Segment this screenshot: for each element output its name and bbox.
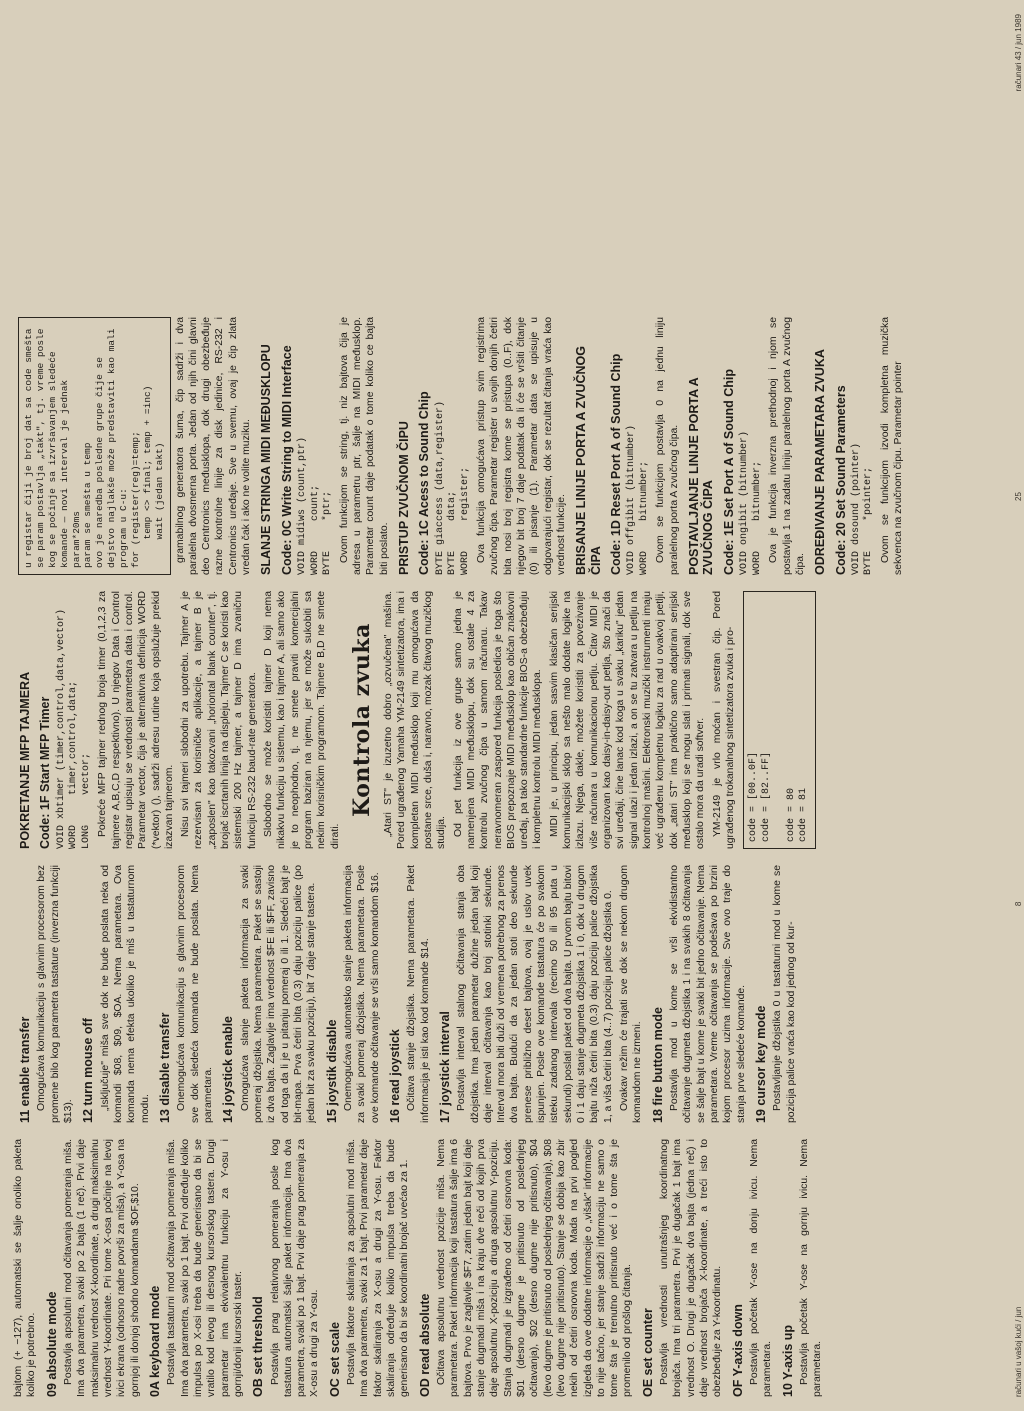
heading-0b: OB set threshold (251, 1296, 266, 1397)
section-title: Kontrola zvuka (348, 623, 375, 817)
heading-12: 12 turn mouse off (81, 1018, 96, 1123)
footer-left: računari u vašoj kući / jun (1014, 1306, 1023, 1397)
footer-page-left: 8 (1014, 901, 1023, 907)
text-17-b: Ovakav režim će trajati sve dok se nekom drugom komandom ne izmeni. (618, 865, 644, 1123)
column-3 (12, 591, 1014, 849)
code-title-set: Code: 1E Set Port A of Sound Chip (721, 368, 736, 575)
text-12: „Isključuje" miša sve dok ne bude poslata neka od komandi $08, $09, $OA. Nema parametara. Ova komanda nema efekta ukoliko je miš u tastaturnom modu. (99, 865, 151, 1123)
heading-17: 17 joystick interval (437, 1011, 452, 1123)
heading-0e: OE set counter (640, 1308, 655, 1397)
heading-10: 10 Y-axis up (780, 1324, 795, 1397)
text-09: Postavlja apsolutni mod očitavanja pomeranja miša. Ima dva parametra, svaki po 2 bajta (1 reč). Prvi daje maksimalnu vrednost X-koordinate, a drugi maksimalnu vrednost Y-koordinate. Pri tome X-osa počinje na levoj ivici ekrana (odnosno radne površi za miša), a Y-osa na gornjoj ili donjoj shodno komandama $OF,$10. (63, 1139, 141, 1397)
text-reset: Ovom se funkcijom postavlja 0 na jednu liniju paralelnog porta A zvučnog čipa. (655, 317, 680, 575)
heading-chip: PRISTUP ZVUČNOM ČIPU (396, 421, 411, 575)
heading-11: 11 enable transfer (18, 1016, 32, 1123)
footer-right: računari 43 / jun 1989 (1014, 14, 1023, 92)
text-midi: Ovom funkcijom se string, tj. niz bajtova čija je adresa u parametru ptr, šalje na MIDI međusklop. Parametar count daje podatak o tome koliko ce bajta biti poslato. (338, 317, 390, 575)
text-kontrola-3: MIDI je, u principu, jedan sasvim klasičan serijski komunikacijski sklop sa nešto malo dodate logike na izlazu. Njega, dakle, možete koristiti za povezivanje više računara u komunikacionu petlju. Čitav MIDI je organizovan kao daisy-in-daisy-out petlja, što znači da svi uređaji, čine lanac kod koga u svaku „kariku" jedan signal ulazi i jedan izlazi, a on se tu zatvara u petlju na kontrolnoj mašini. Elektronski muzički instrumenti imaju već ugrađenu kompletnu logiku za rad u ovakvoj petlji, dok „atari ST" ima praktično samo adaptirani serijski međusklop koji se mogu slati i primati signali, dok sve ostalo mora da uradi softver. (548, 591, 707, 849)
code-title-chip: Code: 1C Acess to Sound Chip (417, 391, 432, 575)
column-2 (12, 865, 1014, 1123)
heading-0f: OF Y-axis down (730, 1304, 745, 1397)
text-18: Postavlja mod u kome se vrši ekvidistantno očitavanje dugmeta džojstika 1 i na svakih 8 očitavanja se šalje bajt u kome je svaki bit jedno očitavanje. Nema parametara. Vreme očitavanja se podešava po brzini kojom procesor uzima informacije. Sve ovo traje do stanja prve sledeće komande. (668, 865, 747, 1123)
heading-0c: OC set scale (327, 1321, 342, 1397)
text-0c: Postavlja faktore skaliranja za apsolutni mod miša. Ima dva parametra, svaki za 1 bajt. Prvi parametar daje faktor skaliranja za X-osu a drugi za Y-osu. Faktor skaliranja određuje koliko impulsa treba da bude generisano da bi se koordinatni brojač uvećao za 1. (346, 1139, 411, 1397)
text-19: Postavljanje džojstika 0 u tastaturni mod u kome se pozicija palice vraća kao kod jednog od kur- (772, 865, 797, 1123)
text-0b: Postavlja prag relativnog pomeranja posle kog tastatura automatski šalje paket informacija. Ima dva parametra, svaki po 1 bajt. Prvi daje prag pomeranja za X-osu a drugi za Y-osu. (269, 1139, 321, 1397)
text-param: Ovom se funkcijom izvodi kompletna muzička sekvenca na zvučnom čipu. Parametar pointer (879, 317, 905, 575)
box-code-values: code = [00..0F] code = [82..FF] code = 80 code = 81 (743, 591, 816, 849)
heading-15: 15 joystik disable (324, 1019, 339, 1123)
heading-16: 16 read joystick (387, 1029, 402, 1123)
text-17: Postavlja interval stalnog očitavanja stanja oba džojstika. Ima jedan parametar dužine jedan bajt koji daje interval očitavanja kao broj stotinki sekunde. Interval mora biti duži od vremena potrebnog za prenos dva bajta. Budući da za jedan stoti deo sekunde prenese približno deset bajtova, ovaj je uslov uvek ispunjen. Posle ove komande tastatura će po svakom isteku zadanog intervala (recimo 50 ili 95 puta u sekundi) poslati paket od dva bajta. U prvom bajtu bitovi 0 i 1 daju stanje dugmeta džojstika 1 i 0, dok u drugom bajtu niža četiri bita (0.3) daju poziciju palice džojstika 1, a viša četiri bita (4..7) poziciju palice džojstika 0. (456, 865, 614, 1123)
intro-text: bajtom (+ −127), automatski se šalje onoliko paketa koliko je potrebno. (13, 1139, 38, 1397)
code-title-midi: Code: 0C Write String to MIDI Interface (279, 345, 294, 575)
heading-14: 14 joystick enable (221, 1015, 236, 1123)
footer-page-right: 25 (1014, 492, 1023, 501)
code-timer: VOID xbtimer (timer,control,data,vector) WORD timer,control,data; LONG vector; (55, 608, 92, 849)
box-code-explanation: u registar čiji je broj dat sa code smešta se param postavlja „takt", tj. vreme posle kog se počinje sa izvršavanjem sledeće komande — novi interval je jednak param*20ms param se smešta u temp ovo je naredba posledne grupe čije se dejstvo najlakše može predstaviti kao mali program u C-u: for (register(reg)=temp; temp <> final; temp + =inc) wait (jedan takt) (18, 317, 171, 575)
text-top: gramabilnog generatora šuma, čip sadrži i dva paralelna dvosmerna porta. Jedan od njih čini glavni deo Centronics međusklopa, dok drugi obezbeđuje razne kontrolne linije za disk jedinice, RS-232 i Centronics uređaje. Sve u svemu, ovaj je čip zlata vredan čak i ako ne volite muziku. (174, 317, 253, 575)
heading-0d: OD read absolute (417, 1293, 432, 1397)
text-11: Omogućava komunikaciju s glavnim procesorom bez promene bilo kog parametra tastature (inverzna funkciji $13). (36, 865, 74, 1123)
code-title-reset: Code: 1D Reset Port A of Sound Chip (609, 353, 624, 575)
text-15: Onemogućava automatsko slanje paketa informacija za svaki pomeraj džojstika. Nema parametara. Posle ove komande očitavanje se vrši samo komandom $16. (342, 865, 381, 1123)
heading-19: 19 cursor key mode (753, 1005, 768, 1123)
text-kontrola-2: Od pet funkcija iz ove grupe samo jedna je namenjena MIDI međusklopu, dok su ostale 4 za kontrolu zvučnog čipa u samom računaru. Takav neravnomeran zaspored funkcija posledica je toga što BIOS prepoznaje MIDI međusklop kao običan znakovni uređaj, pa tako standardne funkcije BIOS-a obezbeđuju i kompletnu kontrolu MIDI međusklopa. (452, 591, 544, 849)
column-4 (12, 317, 1014, 575)
heading-18: 18 fire button mode (650, 1007, 665, 1123)
text-kontrola-1: „Atari ST" je izuzetno dobro „ozvučena" mašina. Pored ugrađenog Yamaha YM-2149 sintetizatora, ima i kompletan MIDI međusklop koji mu omogućava da postane srce, duša i, naravno, mozak čitavog muzičkog studija. (383, 591, 448, 849)
text-0f: Postavlja početak Y-ose na donju ivicu. Nema parametara. (749, 1139, 774, 1397)
code-reset: VOID offgibit (bitnumber) WORD bitnumber; (626, 424, 650, 575)
text-set: Ova je funkcija inverzna prethodnoj i njom se postavlja 1 na zadatu liniju paralelnog porta A zvučnog čipa. (768, 317, 806, 575)
text-timer-3: Slobodno se može koristiti tajmer D koji nema nikakvu funkciju u sistemu, kao i tajmer A, ali samo ako je to neophodno, tj. ne smete praviti komercijalni program baziran na njemu, jer se može sukobiti sa nekim korisničkim programom. Tajmere B,D ne smete dirati. (263, 591, 341, 849)
heading-midi: SLANJE STRINGA MIDI MEĐUSKLOPU (259, 344, 274, 575)
code-set: VOID ongibit (bitnumber) WORD bitnumber; (739, 430, 763, 575)
heading-timer: POKRETANJE MFP TAJMERA (18, 671, 32, 849)
heading-13: 13 disable transfer (157, 1012, 172, 1123)
text-chip: Ova funkcija omogućava pristup svim registrima zvučnog čipa. Parametar register u svojih donjih četiri bita nosi broj registra kome se pristupa (0..F), dok njegov bit broj 7 daje podatak da li će se vršiti čitanje (0) ili pisanje (1). Parametar data se upisuje u odgovarajući registar, dok se rezultat čitanja vraća kao vrednost funkcije. (476, 317, 567, 575)
page-footer (1014, 14, 1024, 1397)
text-0e: Postavlja vrednosti unutrašnjeg koordinatnog brojača. Ima tri parametra. Prvi je dugačak 1 bajt ima vrednost O. Drugi je dugačak dva bajta (jedna reč) i daje vrednost brojača X-koordinate, a treći isto to obezbeđuje za Y-koordinatu. (659, 1139, 724, 1397)
text-timer-2: Nisu svi tajmeri slobodni za upotrebu. Tajmer A je rezervisan za korisničke aplikacije, a tajmer B je „zaposlen" kao takozvani „horiontal blank counter", tj. brojač iscrtanih linija na displeju. Tajmer C se koristi kao sistemski 200 Hz tajmer, a tajmer D ima zvaničnu funkciju RS-232 baud-rate generatora. (180, 591, 258, 849)
code-chip: BYTE giaccess (data,register) BYTE data; WORD register; (434, 400, 471, 575)
heading-reset: BRISANJE LINIJE PORTA A ZVUČNOG ČIPA (574, 346, 603, 575)
code-title-param: Code: 20 Set Sound Parameters (833, 385, 848, 575)
text-13: Onemogućava komunikaciju s glavnim procesorom sve dok sledeća komanda ne bude poslata. Nema parametara. (176, 865, 214, 1123)
code-midi: VOID midiws (count,ptr) WORD count; BYTE *ptr; (297, 436, 334, 575)
text-16: Očitava stanje džojstika. Nema parametara. Paket informacija je isti kao kod komande $14. (406, 865, 431, 1123)
text-kontrola-4: YM-2149 je vrlo moćan i svestran čip. Pored ugrađenog trokanalnog sintetizatora zvuka i pro- (711, 591, 736, 849)
column-1 (12, 1139, 1014, 1397)
heading-09: 09 absolute mode (44, 1291, 59, 1397)
heading-0a: 0A keyboard mode (147, 1285, 162, 1397)
code-param: VOID dosound (pointer) BYTE *pointer; (850, 442, 875, 575)
heading-param: ODREĐIVANJE PARAMETARA ZVUKA (813, 349, 828, 575)
text-14: Omogućava slanje paketa informacija za svaki pomeraj džojstika. Nema parametara. Paket se sastoji iz dva bajta. Zaglavlje ima vrednost $FE ili $FF, zavisno od toga da li je u pitanju pomeraj 0 ili 1. Sledeći bajt je bit-mapa. Prva četiri bita (0.3) daju poziciju palice (po jedan bit za svaku poziciju), bit 7 daje stanje tastera. (239, 865, 318, 1123)
text-0d: Očitava apsolutnu vrednost pozicije miša. Nema parametara. Paket informacija koji tastatura šalje ima 6 bajtova. Prvo je zaglavlje $F7, zatim jedan bajt koji daje stanje dugmadi miša i na kraju dve reči od kojih prva daje apsolutnu X-poziciju a druga apsolutnu Y-poziciju. Stanja dugmadi je izgrađeno od četiri osnovna koda: $01 (desno dugme je pritisnuto od poslednjeg očitavanja), $02 (desno dugme nije pritisnuto), $04 (levo dugme je pritisnuto od poslednjeg očitavanja), $08 (levo dugme nije pritisnuto). Stanje se dobija kao zbir nekih od četiri osnovna koda. Mada na prvi pogled izgleda da ove dodatne informacije o „višak" informacije to nije tačno, jer stanje sadrži informaciju ne samo o tome šta je trenutno pritisnuto već i o tome šta je promenilo od prošlog čitanja. (436, 1139, 634, 1397)
heading-set: POSTAVLJANJE LINIJE PORTA A ZVUČNOG ČIPA (687, 377, 716, 575)
text-10: Postavlja početak Y-ose na gornju ivicu. Nema parametara. (799, 1139, 824, 1397)
text-0a: Postavlja tastaturni mod očitavanja pomeranja miša. Ima dva parametra, svaki po 1 bajt. Prvi određuje koliko impulsa po X-osi treba da bude generisano da bi se vratilo kod levog ili desnog kursorskog tastera. Drugi parametar ima ekvivalentnu funkciju za Y-osu i gornji/donji kursorski taster. (166, 1139, 244, 1397)
text-timer-1: Pokreće MFP tajmer rednog broja timer (0,1,2,3 za tajmere A,B,C,D respektivno). U njegov Data i Control registar upisuju se vrednosti parametara data i control. Parametar vector, čija je alternativna definicija WORD (*vektor) (), sadrži adresu rutine koja opslužuje prekid izazvan tajmerom. (97, 591, 175, 849)
code-title-timer: Code: 1F Start MFP Timer (38, 696, 53, 849)
